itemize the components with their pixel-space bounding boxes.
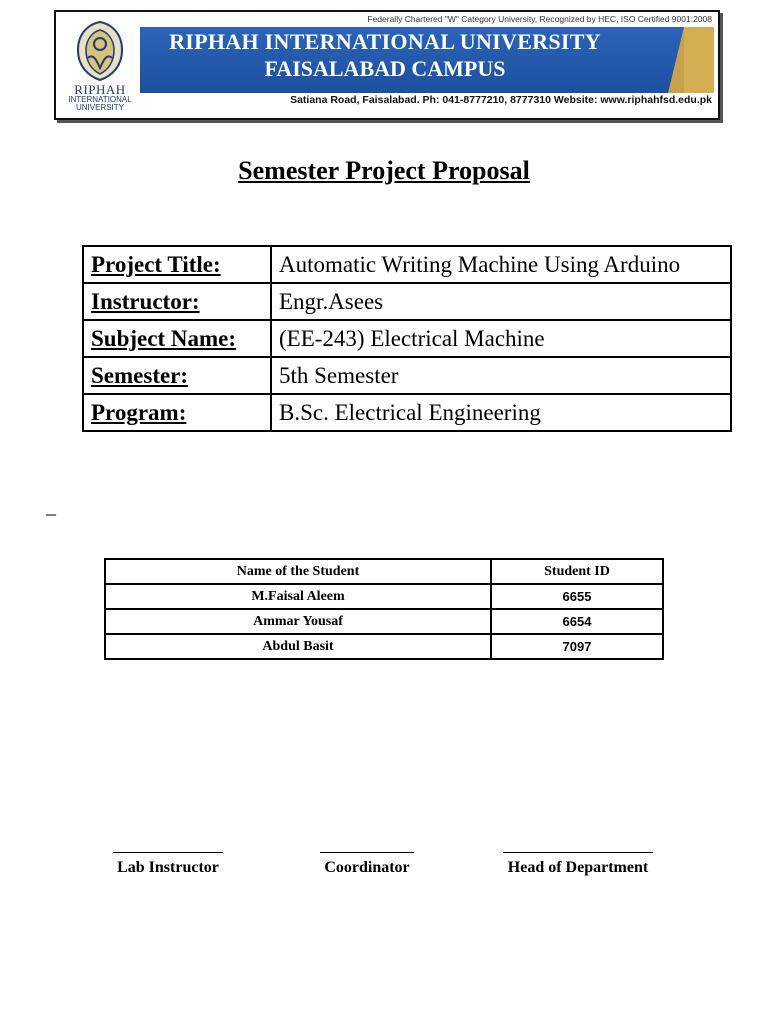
signature-label: Coordinator <box>324 859 410 876</box>
table-row <box>83 246 731 283</box>
signature-line <box>503 852 653 853</box>
table-row <box>105 584 663 609</box>
university-name: RIPHAH INTERNATIONAL UNIVERSITY <box>169 29 601 54</box>
signature-coordinator <box>316 840 418 877</box>
signature-label: Lab Instructor <box>117 859 219 876</box>
table-row <box>83 357 731 394</box>
table-row <box>83 320 731 357</box>
accreditation-text: Federally Chartered "W" Category University, Recognized by HEC, ISO Certified 9001:2008 <box>367 14 712 24</box>
table-row <box>105 634 663 659</box>
student-name: Abdul Basit <box>105 634 491 659</box>
header-banner <box>54 10 720 120</box>
field-value: B.Sc. Electrical Engineering <box>271 394 731 431</box>
field-label: Instructor: <box>83 283 271 320</box>
gold-block <box>684 27 714 93</box>
student-name: M.Faisal Aleem <box>105 584 491 609</box>
emblem-icon <box>70 20 130 82</box>
field-label: Semester: <box>83 357 271 394</box>
student-name: Ammar Yousaf <box>105 609 491 634</box>
field-label: Project Title: <box>83 246 271 283</box>
table-row <box>83 394 731 431</box>
field-value: 5th Semester <box>271 357 731 394</box>
student-id: 6654 <box>491 609 663 634</box>
field-value: (EE-243) Electrical Machine <box>271 320 731 357</box>
campus-name: FAISALABAD CAMPUS <box>264 56 506 81</box>
signature-label: Head of Department <box>507 859 649 876</box>
table-header-row <box>105 559 663 584</box>
stray-mark: _ <box>46 496 56 518</box>
field-label: Program: <box>83 394 271 431</box>
signature-lab-instructor <box>108 840 228 877</box>
page-title: Semester Project Proposal <box>238 156 530 185</box>
logo-subtitle <box>60 96 140 112</box>
column-header: Name of the Student <box>105 559 491 584</box>
signature-line <box>113 852 223 853</box>
table-row <box>83 283 731 320</box>
logo-subtitle-line1: INTERNATIONAL <box>68 95 132 104</box>
logo-wordmark: RIPHAH <box>74 82 126 97</box>
university-logo <box>60 16 140 118</box>
signature-head-of-department <box>497 840 659 877</box>
student-id: 6655 <box>491 584 663 609</box>
table-row <box>105 609 663 634</box>
field-label: Subject Name: <box>83 320 271 357</box>
student-id: 7097 <box>491 634 663 659</box>
students-table <box>104 558 664 660</box>
signature-line <box>320 852 414 853</box>
project-info-table <box>82 245 732 432</box>
gold-stripe <box>668 27 684 93</box>
column-header: Student ID <box>491 559 663 584</box>
contact-address: Satiana Road, Faisalabad. Ph: 041-8777210, 8777310 Website: www.riphahfsd.edu.pk <box>290 94 712 106</box>
field-value: Automatic Writing Machine Using Arduino <box>271 246 731 283</box>
logo-subtitle-line2: UNIVERSITY <box>75 103 124 112</box>
field-value: Engr.Asees <box>271 283 731 320</box>
